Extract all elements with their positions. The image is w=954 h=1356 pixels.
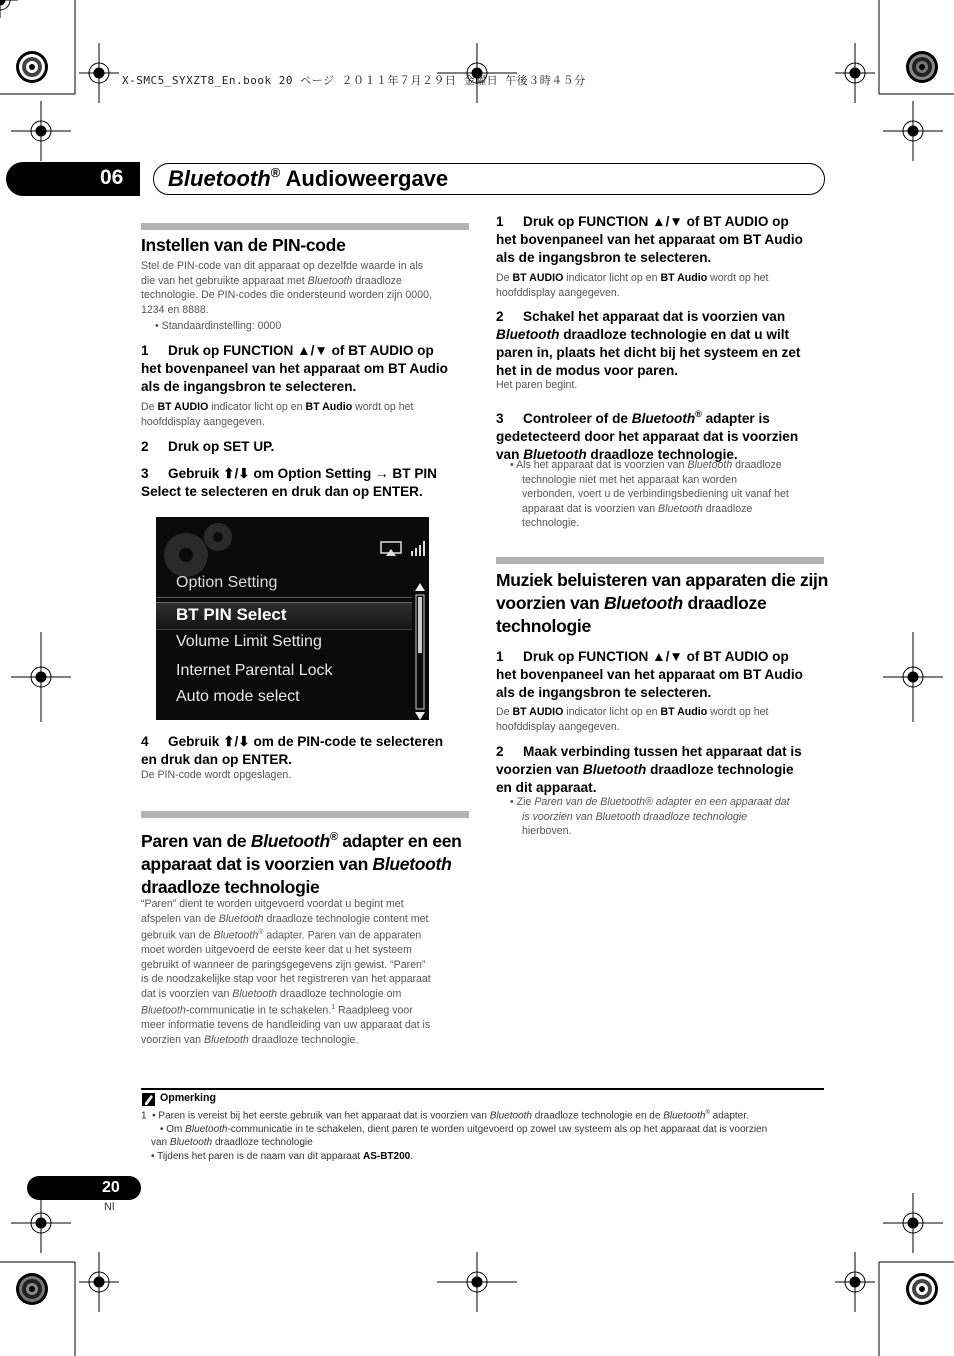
signal-icon	[410, 539, 428, 557]
right-step-2: 2 Schakel het apparaat dat is voorzien van Bluetooth draadloze technologie en dat u wilt paren in, plaats het dicht bij het systeem en zet het in de modus voor paren.	[496, 309, 801, 378]
note-pencil-icon	[142, 1093, 155, 1106]
left-step-1: 1 Druk op FUNCTION ▲/▼ of BT AUDIO op het bovenpaneel van het apparaat om BT Audio als de ingangsbron te selecteren.	[141, 343, 448, 394]
pairing-body: “Paren” dient te worden uitgevoerd voordat u begint met afspelen van de Bluetooth draadloze technologie content met gebruik van de Bluetooth® adapter. Paren van de apparaten moet worden uitgevoerd de eerste keer dat u het systeem gebruikt of wanneer de paringsgegevens zijn gewist. “Paren” is de noodzakelijke stap voor het registreren van het apparaat dat is voorzien van Bluetooth draadloze technologie om Bluetooth-communicatie in te schakelen.$^1$ Raadpleeg voor meer informatie tevens de handleiding van uw apparaat dat is voorzien van Bluetooth draadloze technologie.	[141, 898, 431, 1046]
screen-item: Auto mode select	[176, 688, 300, 705]
section-divider	[141, 811, 469, 818]
right-listen-step-2-bullet: • Zie Paren van de Bluetooth® adapter en een apparaat dat is voorzien van Bluetooth draadloze technologie hierboven.	[510, 796, 790, 837]
note-heading: Opmerking	[160, 1092, 216, 1104]
screen-item: Internet Parental Lock	[176, 662, 333, 679]
section-heading-pairing: Paren van de Bluetooth® adapter en een apparaat dat is voorzien van Bluetooth draadloze technologie	[141, 831, 462, 897]
right-step-1: 1 Druk op FUNCTION ▲/▼ of BT AUDIO op het bovenpaneel van het apparaat om BT Audio als de ingangsbron te selecteren.	[496, 214, 803, 265]
left-step-1-body: De BT AUDIO indicator licht op en BT Audio wordt op het hoofddisplay aangegeven.	[141, 401, 414, 428]
section-heading-pin: Instellen van de PIN-code	[141, 235, 346, 255]
right-step-2-body: Het paren begint.	[496, 379, 578, 391]
airplay-icon	[380, 541, 402, 557]
screen-item: Volume Limit Setting	[176, 633, 322, 650]
display-screen	[156, 517, 429, 720]
left-step-4: 4 Gebruik ⬆/⬇ om de PIN-code te selecteren en druk dan op ENTER.	[141, 734, 444, 767]
left-step-2: 2 Druk op SET UP.	[141, 439, 275, 454]
page-language: Nl	[104, 1201, 115, 1213]
section-divider	[141, 223, 469, 230]
screen-title: Option Setting	[176, 574, 278, 591]
left-step-3: 3 Gebruik ⬆/⬇ om Option Setting → BT PIN Select te selecteren en druk dan op ENTER.	[141, 466, 437, 499]
right-step-3-bullet: • Als het apparaat dat is voorzien van Bluetooth draadloze technologie niet met het apparaat kan worden verbonden, voert u de verbindingsbediening uit vanaf het apparaat dat is voorzien van Bluetooth draadloze technologie.	[510, 459, 789, 529]
page-number: 20	[102, 1179, 120, 1196]
right-listen-step-2: 2 Maak verbinding tussen het apparaat dat is voorzien van Bluetooth draadloze technologie en dit apparaat.	[496, 744, 802, 795]
chapter-number: 06	[100, 166, 124, 189]
section-heading-listening: Muziek beluisteren van apparaten die zijn voorzien van Bluetooth draadloze technologie	[496, 570, 828, 636]
page-number-tab	[27, 1176, 141, 1200]
left-step-4-body: De PIN-code wordt opgeslagen.	[141, 769, 292, 781]
section-divider	[496, 557, 824, 564]
print-header: X-SMC5_SYXZT8_En.book 20 ページ ２０１１年７月２９日 金曜日 午後３時４５分	[122, 74, 586, 87]
right-step-1-body: De BT AUDIO indicator licht op en BT Audio wordt op het hoofddisplay aangegeven.	[496, 272, 769, 299]
right-listen-step-1: 1 Druk op FUNCTION ▲/▼ of BT AUDIO op het bovenpaneel van het apparaat om BT Audio als de ingangsbron te selecteren.	[496, 649, 803, 700]
chapter-title: Bluetooth® Audioweergave	[168, 165, 449, 191]
pin-intro: Stel de PIN-code van dit apparaat op dezelfde waarde in als die van het gebruikte apparaat met Bluetooth draadloze technologie. De PIN-codes die ondersteund worden zijn 0000, 1234 en 8888.	[141, 260, 432, 316]
note-body: 1 • Paren is vereist bij het eerste gebruik van het apparaat dat is voorzien van Bluetooth draadloze technologie en de Bluetooth® adapter. • Om Bluetooth-communicatie in te schakelen, dient paren te worden uitgevoerd op zowel uw systeem als op het apparaat dat is voorzien van Bluetooth draadloze technologie • Tijdens het paren is de naam van dit apparaat AS-BT200.	[141, 1110, 768, 1162]
right-listen-step-1-body: De BT AUDIO indicator licht op en BT Audio wordt op het hoofddisplay aangegeven.	[496, 706, 769, 733]
screen-selected-item: BT PIN Select	[176, 605, 287, 624]
right-step-3: 3 Controleer of de Bluetooth® adapter is gedetecteerd door het apparaat dat is voorzien van Bluetooth draadloze technologie.	[496, 409, 799, 462]
screen-scrollbar	[413, 583, 427, 720]
default-setting-bullet: • Standaardinstelling: 0000	[155, 320, 282, 332]
note-rule	[141, 1088, 824, 1090]
